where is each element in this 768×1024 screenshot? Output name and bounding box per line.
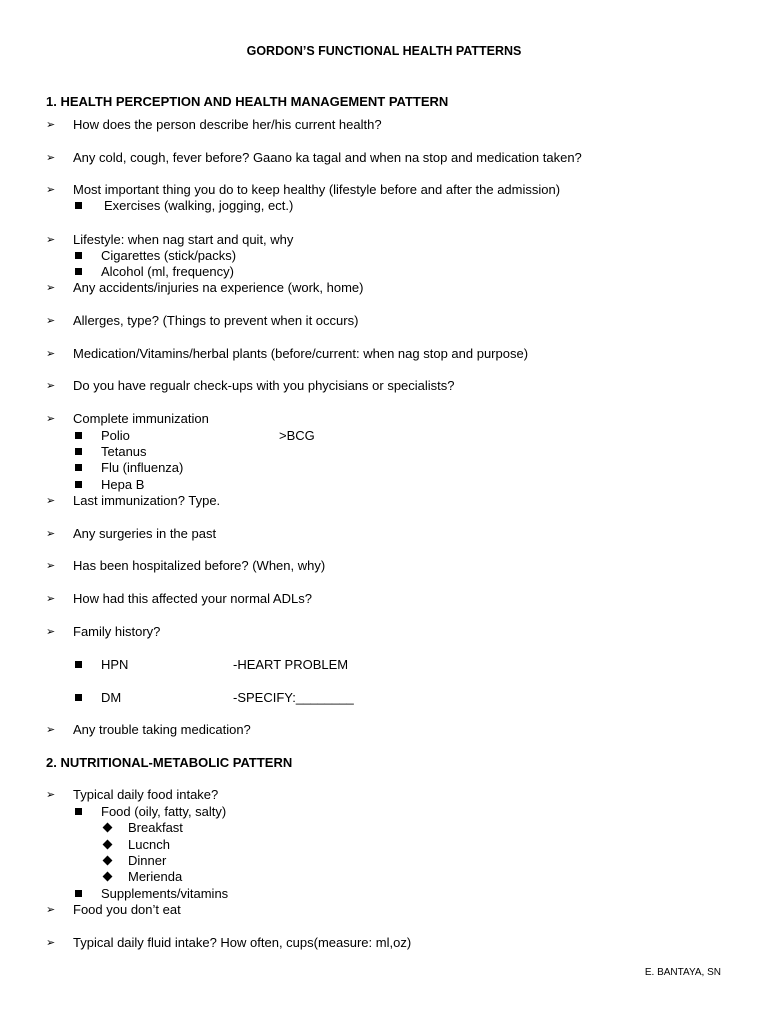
item-tetanus: Tetanus	[101, 444, 147, 459]
square-bullet-icon	[75, 448, 82, 455]
arrow-bullet-icon: ➢	[46, 593, 56, 605]
section2-heading: 2. NUTRITIONAL-METABOLIC PATTERN	[46, 755, 293, 770]
question-adls: How had this affected your normal ADLs?	[73, 591, 312, 606]
square-bullet-icon	[75, 268, 82, 275]
item-exercises: Exercises (walking, jogging, ect.)	[104, 198, 294, 213]
question-surgeries: Any surgeries in the past	[73, 526, 217, 541]
arrow-bullet-icon: ➢	[46, 495, 56, 507]
question-last-immunization: Last immunization? Type.	[73, 493, 221, 508]
item-hpn: HPN	[101, 657, 129, 672]
arrow-bullet-icon: ➢	[46, 904, 56, 916]
item-polio: Polio	[101, 428, 130, 443]
square-bullet-icon	[75, 432, 82, 439]
item-alcohol: Alcohol (ml, frequency)	[101, 264, 234, 279]
square-bullet-icon	[75, 661, 82, 668]
question-accidents: Any accidents/injuries na experience (work, home)	[73, 280, 364, 295]
square-bullet-icon	[75, 252, 82, 259]
square-bullet-icon	[75, 808, 82, 815]
diamond-bullet-icon	[103, 856, 113, 866]
item-supplements: Supplements/vitamins	[101, 886, 229, 901]
question-trouble-medication: Any trouble taking medication?	[73, 722, 251, 737]
arrow-bullet-icon: ➢	[46, 626, 56, 638]
question-checkups: Do you have regualr check-ups with you phycisians or specialists?	[73, 378, 455, 393]
page-title: GORDON’S FUNCTIONAL HEALTH PATTERNS	[246, 44, 522, 58]
question-lifestyle: Lifestyle: when nag start and quit, why	[73, 232, 294, 247]
question-cold-cough: Any cold, cough, fever before? Gaano ka tagal and when na stop and medication taken?	[73, 150, 582, 165]
item-specify: -SPECIFY:________	[233, 690, 354, 705]
arrow-bullet-icon: ➢	[46, 119, 56, 131]
item-bcg: >BCG	[279, 428, 315, 443]
arrow-bullet-icon: ➢	[46, 348, 56, 360]
arrow-bullet-icon: ➢	[46, 184, 56, 196]
arrow-bullet-icon: ➢	[46, 380, 56, 392]
question-hospitalized: Has been hospitalized before? (When, why)	[73, 558, 326, 573]
item-breakfast: Breakfast	[128, 820, 183, 835]
arrow-bullet-icon: ➢	[46, 937, 56, 949]
section1-heading: 1. HEALTH PERCEPTION AND HEALTH MANAGEMENT PATTERN	[46, 94, 449, 109]
square-bullet-icon	[75, 481, 82, 488]
item-food: Food (oily, fatty, salty)	[101, 804, 227, 819]
question-food-dont-eat: Food you don’t eat	[73, 902, 181, 917]
item-dinner: Dinner	[128, 853, 167, 868]
arrow-bullet-icon: ➢	[46, 560, 56, 572]
question-fluid-intake: Typical daily fluid intake? How often, cups(measure: ml,oz)	[73, 935, 412, 950]
question-medication: Medication/Vitamins/herbal plants (before/current: when nag stop and purpose)	[73, 346, 529, 361]
footer-author: E. BANTAYA, SN	[644, 967, 721, 978]
arrow-bullet-icon: ➢	[46, 152, 56, 164]
arrow-bullet-icon: ➢	[46, 413, 56, 425]
item-hepa-b: Hepa B	[101, 477, 145, 492]
question-allergies: Allerges, type? (Things to prevent when it occurs)	[73, 313, 359, 328]
square-bullet-icon	[75, 202, 82, 209]
diamond-bullet-icon	[103, 823, 113, 833]
arrow-bullet-icon: ➢	[46, 724, 56, 736]
diamond-bullet-icon	[103, 840, 113, 850]
question-family-history: Family history?	[73, 624, 161, 639]
arrow-bullet-icon: ➢	[46, 282, 56, 294]
arrow-bullet-icon: ➢	[46, 315, 56, 327]
question-keep-healthy: Most important thing you do to keep healthy (lifestyle before and after the admission)	[73, 182, 561, 197]
question-current-health: How does the person describe her/his current health?	[73, 117, 382, 132]
item-lunch: Lucnch	[128, 837, 170, 852]
item-cigarettes: Cigarettes (stick/packs)	[101, 248, 237, 263]
question-food-intake: Typical daily food intake?	[73, 787, 219, 802]
item-dm: DM	[101, 690, 122, 705]
question-immunization: Complete immunization	[73, 411, 209, 426]
square-bullet-icon	[75, 694, 82, 701]
diamond-bullet-icon	[103, 872, 113, 882]
square-bullet-icon	[75, 464, 82, 471]
item-heart-problem: -HEART PROBLEM	[233, 657, 349, 672]
item-flu: Flu (influenza)	[101, 460, 184, 475]
square-bullet-icon	[75, 890, 82, 897]
arrow-bullet-icon: ➢	[46, 789, 56, 801]
arrow-bullet-icon: ➢	[46, 528, 56, 540]
item-merienda: Merienda	[128, 869, 183, 884]
arrow-bullet-icon: ➢	[46, 234, 56, 246]
